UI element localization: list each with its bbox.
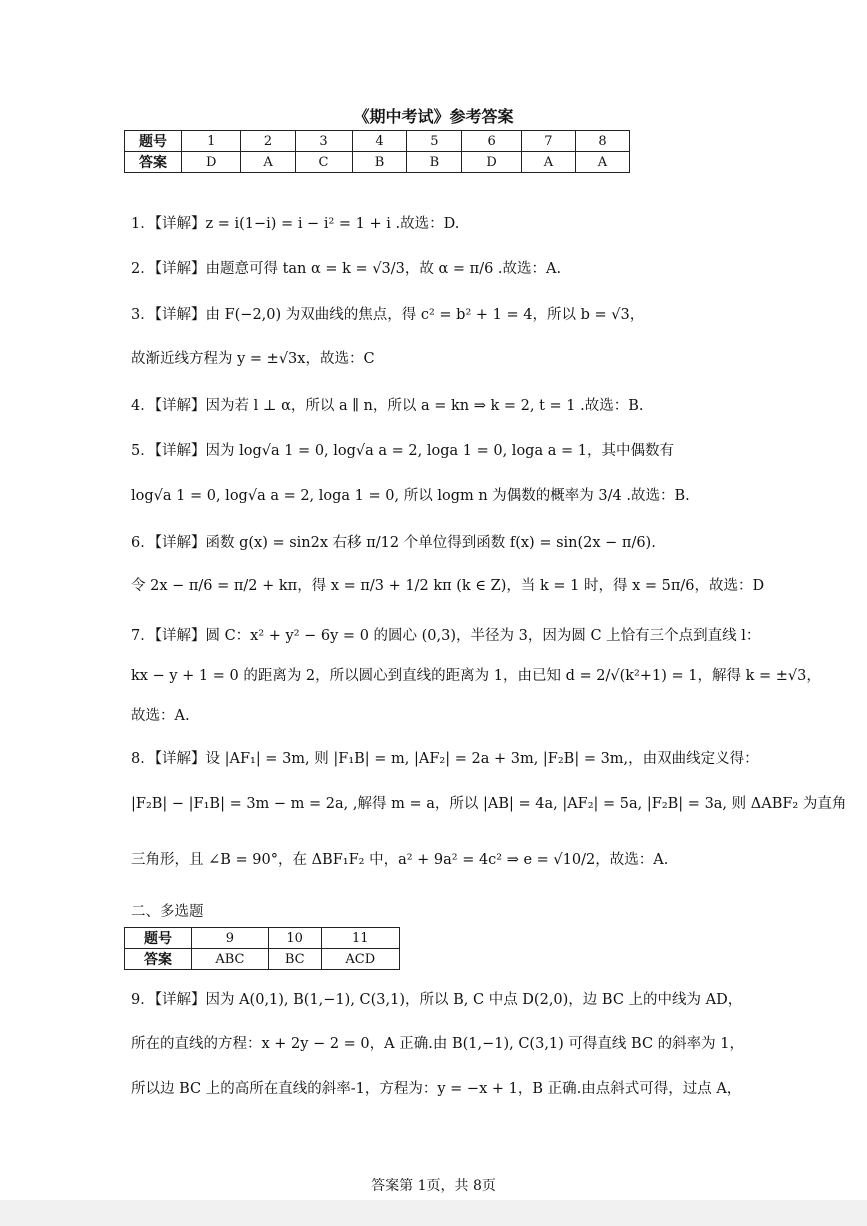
table-cell: 11 — [321, 928, 399, 949]
solution-line: 2．【详解】由题意可得 tan α = k = √3/3，故 α = π/6 .故选：A. — [131, 261, 562, 277]
table-cell: 8 — [575, 131, 629, 152]
table-cell: 6 — [462, 131, 521, 152]
page-bottom-edge — [0, 1200, 867, 1226]
solution-line: 9．【详解】因为 A(0,1), B(1,−1), C(3,1)，所以 B, C 中点 D(2,0)，边 BC 上的中线为 AD， — [131, 992, 743, 1008]
answer-table-2 — [124, 927, 400, 970]
table-cell: 3 — [295, 131, 352, 152]
solution-line: 所以边 BC 上的高所在直线的斜率-1，方程为：y = −x + 1，B 正确.由点斜式可得，过点 A， — [131, 1081, 742, 1097]
solution-line: 7．【详解】圆 C：x² + y² − 6y = 0 的圆心 (0,3)，半径为 3，因为圆 C 上恰有三个点到直线 l： — [131, 628, 761, 644]
table-row-numbers — [125, 928, 400, 949]
table-row-answers — [125, 152, 630, 173]
table-row-answers — [125, 949, 400, 970]
table-cell: A — [521, 152, 575, 173]
table-cell: A — [575, 152, 629, 173]
table-cell: 9 — [192, 928, 269, 949]
table-cell: B — [352, 152, 407, 173]
solution-line: 令 2x − π/6 = π/2 + kπ，得 x = π/3 + 1/2 kπ (k ∈ Z)，当 k = 1 时，得 x = 5π/6，故选：D — [131, 578, 765, 594]
solution-line: 故渐近线方程为 y = ±√3x，故选：C — [131, 351, 375, 367]
row-header-answer: 答案 — [125, 152, 182, 173]
table-row-numbers — [125, 131, 630, 152]
table-cell: 10 — [268, 928, 321, 949]
solution-line: 三角形，且 ∠B = 90°，在 ΔBF₁F₂ 中，a² + 9a² = 4c² ⇒ e = √10/2，故选：A. — [131, 852, 669, 868]
table-cell: ACD — [321, 949, 399, 970]
page-footer: 答案第 1页，共 8页 — [371, 1178, 496, 1194]
solution-line: 6．【详解】函数 g(x) = sin2x 右移 π/12 个单位得到函数 f(x) = sin(2x − π/6). — [131, 535, 656, 551]
table-cell: 2 — [241, 131, 295, 152]
table-cell: B — [407, 152, 462, 173]
solution-line: 4．【详解】因为若 l ⊥ α，所以 a ∥ n，所以 a = kn ⇒ k = 2, t = 1 .故选：B. — [131, 398, 644, 414]
solution-line: 故选：A. — [131, 708, 190, 724]
row-header-number: 题号 — [125, 131, 182, 152]
solution-line: |F₂B| − |F₁B| = 3m − m = 2a, ,解得 m = a，所以 |AB| = 4a, |AF₂| = 5a, |F₂B| = 3a, 则 ΔABF₂ 为直角 — [131, 796, 847, 812]
table-cell: A — [241, 152, 295, 173]
answer-table-1 — [124, 130, 630, 173]
row-header-answer: 答案 — [125, 949, 192, 970]
solution-line: log√a 1 = 0, log√a a = 2, loga 1 = 0, 所以 logm n 为偶数的概率为 3/4 .故选：B. — [131, 488, 690, 504]
solution-line: 3．【详解】由 F(−2,0) 为双曲线的焦点，得 c² = b² + 1 = 4，所以 b = √3， — [131, 307, 645, 323]
table-cell: D — [462, 152, 521, 173]
solution-line: 1．【详解】z = i(1−i) = i − i² = 1 + i .故选：D. — [131, 216, 460, 232]
solution-line: 所在的直线的方程：x + 2y − 2 = 0，A 正确.由 B(1,−1), C(3,1) 可得直线 BC 的斜率为 1， — [131, 1036, 744, 1052]
solution-line: 5．【详解】因为 log√a 1 = 0, log√a a = 2, loga 1 = 0, loga a = 1，其中偶数有 — [131, 443, 674, 459]
table-cell: 5 — [407, 131, 462, 152]
page-title: 《期中考试》参考答案 — [353, 107, 514, 126]
table-cell: D — [182, 152, 241, 173]
solution-line: 8．【详解】设 |AF₁| = 3m, 则 |F₁B| = m, |AF₂| = 2a + 3m, |F₂B| = 3m,，由双曲线定义得： — [131, 751, 759, 767]
solution-line: kx − y + 1 = 0 的距离为 2，所以圆心到直线的距离为 1，由已知 d = 2/√(k²+1) = 1，解得 k = ±√3， — [131, 668, 821, 684]
section-heading-multiple-choice: 二、多选题 — [131, 904, 204, 920]
table-cell: 1 — [182, 131, 241, 152]
row-header-number: 题号 — [125, 928, 192, 949]
table-cell: C — [295, 152, 352, 173]
table-cell: 7 — [521, 131, 575, 152]
table-cell: 4 — [352, 131, 407, 152]
table-cell: BC — [268, 949, 321, 970]
table-cell: ABC — [192, 949, 269, 970]
